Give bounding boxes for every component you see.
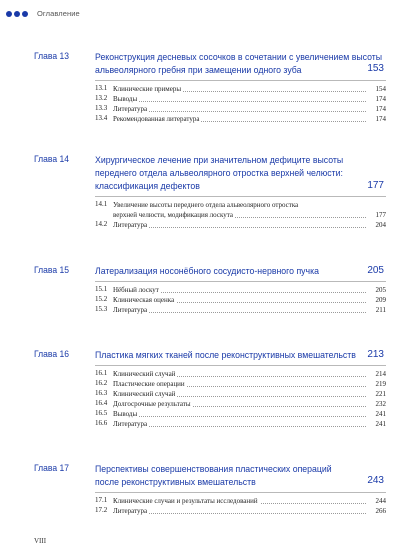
page-number: VIII [34, 537, 47, 545]
toc-entry[interactable]: 13.1 Клинические примеры 154 [95, 84, 386, 93]
entries-list [95, 496, 386, 516]
divider [95, 196, 386, 197]
toc-entry[interactable]: 16.1 Клинический случай 214 [95, 369, 386, 378]
toc-entry[interactable]: 15.3 Литература 211 [95, 305, 386, 314]
chapter-title[interactable]: Пластика мягких тканей после реконструктивных вмешательств [95, 350, 356, 361]
chapter-title[interactable]: Реконструкция десневых сосочков в сочетании с увеличением высоты альвеолярного гребня при замещении одного зуба [95, 52, 383, 77]
toc-entry[interactable]: 15.1 Нёбный лоскут 205 [95, 285, 386, 294]
toc-entry[interactable]: 17.1 Клинические случаи и результаты исследований 244 [95, 496, 386, 505]
chapter-title[interactable]: Латерализация носонёбного сосудисто-нервного пучка [95, 266, 319, 277]
toc-entry[interactable]: 15.2 Клиническая оценка 209 [95, 295, 386, 304]
chapter-label: Глава 16 [34, 349, 69, 360]
dots-icon [6, 11, 28, 17]
divider [95, 365, 386, 366]
chapter-label: Глава 15 [34, 265, 69, 276]
entries-list [95, 285, 386, 315]
entries-list [95, 200, 386, 230]
toc-entry[interactable]: 16.4 Долгосрочные результаты 232 [95, 399, 386, 408]
chapter-page: 153 [367, 63, 384, 74]
divider [95, 492, 386, 493]
chapter-title[interactable]: Перспективы совершенствования пластических операций после реконструктивных вмешательств [95, 464, 332, 489]
toc-entry[interactable]: 14.2 Литература 204 [95, 220, 386, 229]
chapter-page: 213 [367, 349, 384, 360]
chapter-title[interactable]: Хирургическое лечение при значительном дефиците высоты переднего отдела альвеолярного отростка верхней челюсти: классификация дефектов [95, 155, 344, 193]
page-header [6, 9, 80, 18]
toc-entry[interactable]: 16.5 Выводы 241 [95, 409, 386, 418]
chapter-page: 177 [367, 180, 384, 191]
toc-entry[interactable]: 16.2 Пластические операции 219 [95, 379, 386, 388]
toc-entry[interactable]: 13.3 Литература 174 [95, 104, 386, 113]
header-title: Оглавление [37, 9, 80, 18]
chapter-page: 243 [367, 475, 384, 486]
chapter-label: Глава 17 [34, 463, 69, 474]
toc-entry[interactable]: 17.2 Литература 266 [95, 506, 386, 515]
toc-entry[interactable]: 16.6 Литература 241 [95, 419, 386, 428]
toc-entry[interactable]: 14.1 Увеличение высоты переднего отдела альвеолярного отростка верхней челюсти, модификация лоскута 177 [95, 200, 386, 219]
entries-list [95, 84, 386, 124]
chapter-label: Глава 14 [34, 154, 69, 165]
toc-entry[interactable]: 13.2 Выводы 174 [95, 94, 386, 103]
chapter-page: 205 [367, 265, 384, 276]
entries-list [95, 369, 386, 429]
toc-entry[interactable]: 13.4 Рекомендованная литература 174 [95, 114, 386, 123]
divider [95, 281, 386, 282]
toc-entry[interactable]: 16.3 Клинический случай 221 [95, 389, 386, 398]
chapter-label: Глава 13 [34, 51, 69, 62]
divider [95, 80, 386, 81]
